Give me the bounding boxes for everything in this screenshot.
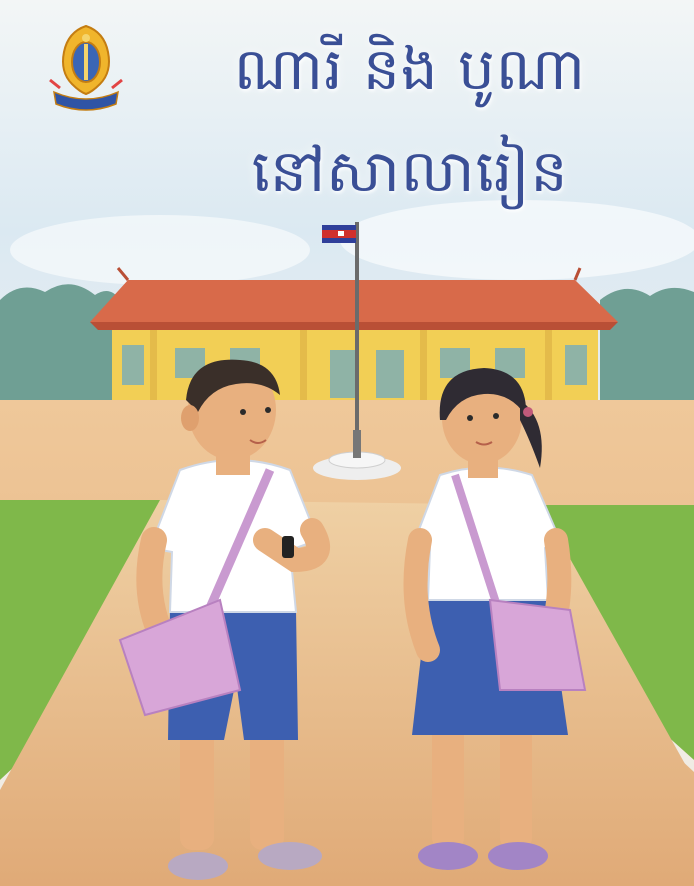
book-title-line-2: នៅសាលារៀន [251, 137, 569, 205]
school-building [90, 268, 618, 413]
cloud [10, 215, 310, 285]
ministry-emblem-icon [46, 22, 126, 118]
book-title-line-1: ណារី និង បូណា [233, 35, 587, 103]
trees-left [0, 284, 120, 400]
cloud [340, 200, 694, 280]
school-roof [90, 280, 618, 322]
trees-right [600, 288, 694, 400]
